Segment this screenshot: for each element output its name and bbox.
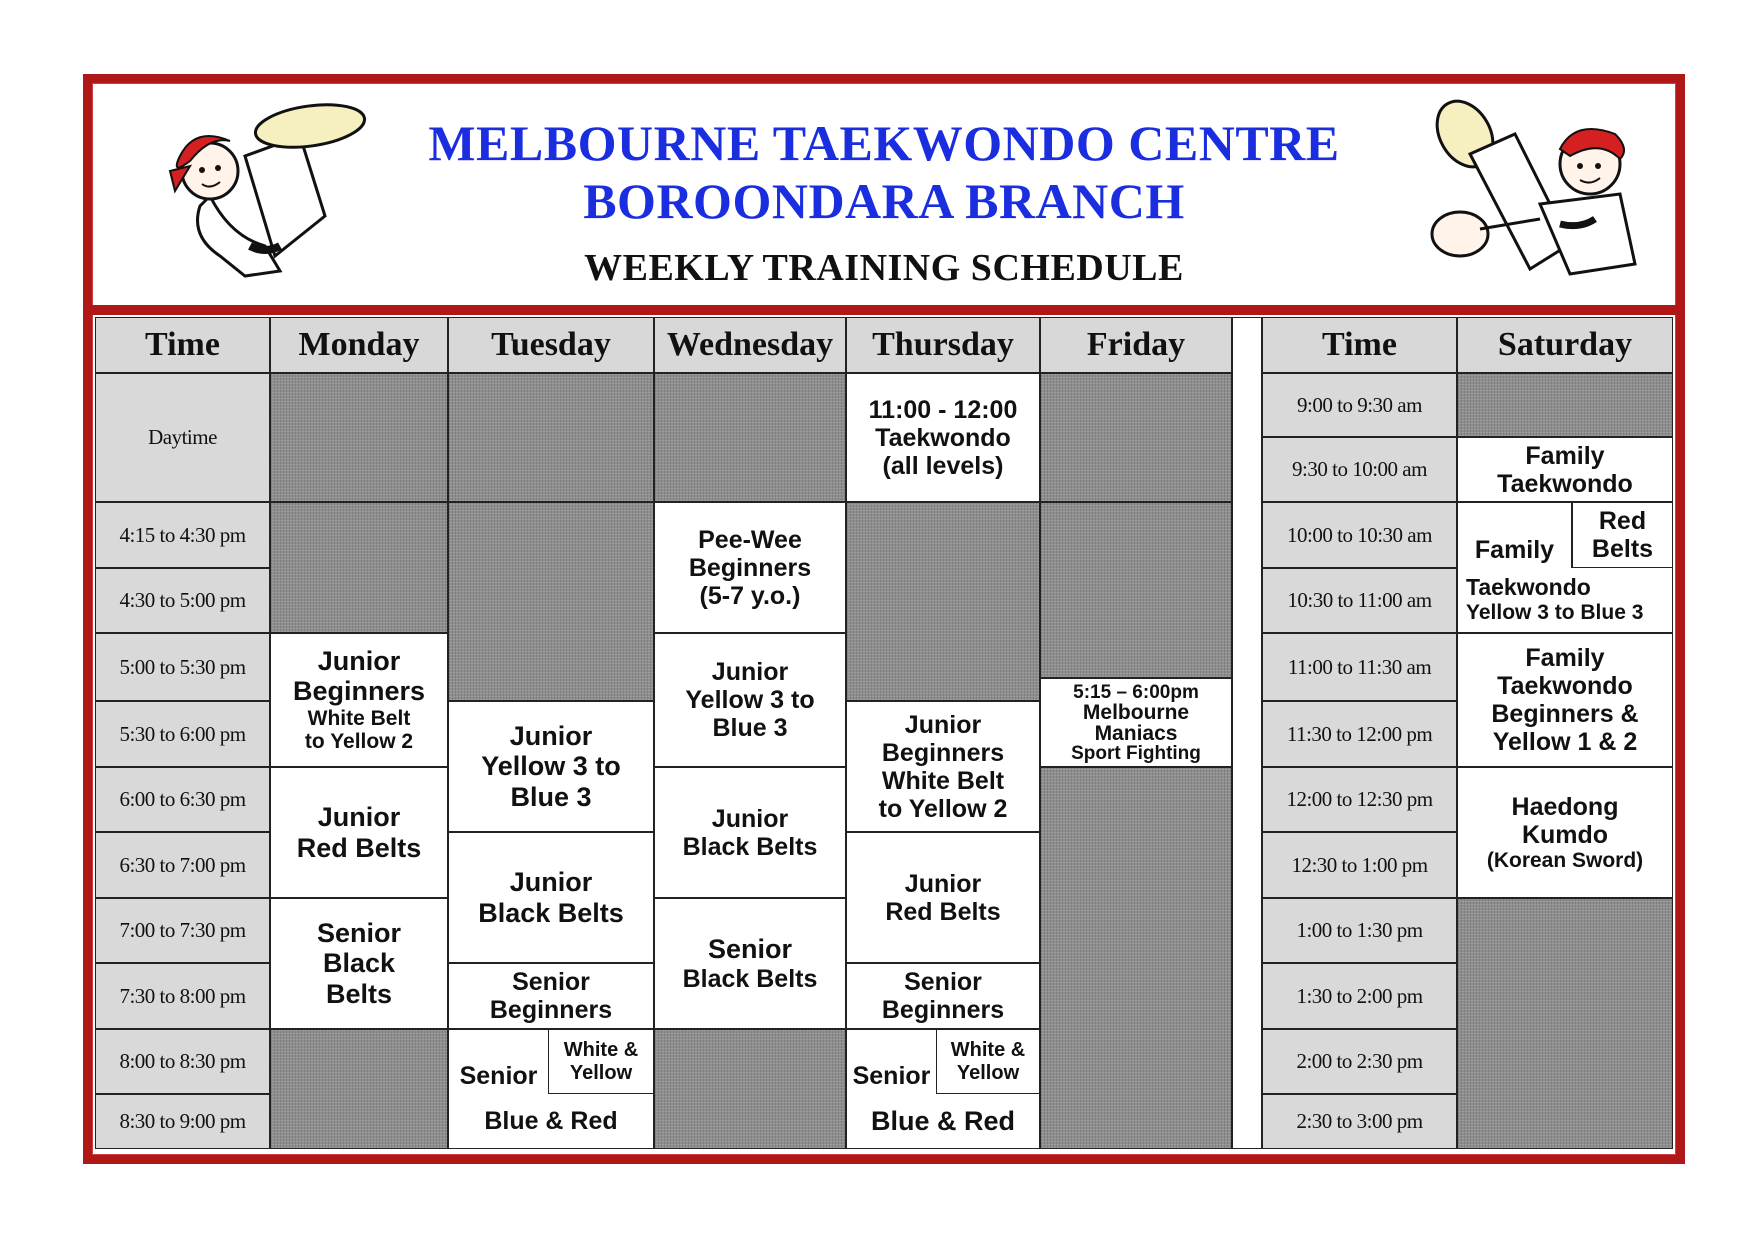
- class-block: Haedong Kumdo (Korean Sword): [1457, 767, 1673, 898]
- time-slot: 1:00 to 1:30 pm: [1262, 898, 1457, 963]
- empty-slot: [270, 1029, 448, 1149]
- time-slot: 9:30 to 10:00 am: [1262, 437, 1457, 502]
- class-block: Junior Red Belts: [270, 767, 448, 898]
- class-block: Senior Black Belts: [654, 898, 846, 1029]
- time-slot: 8:00 to 8:30 pm: [95, 1029, 270, 1094]
- time-slot: 8:30 to 9:00 pm: [95, 1094, 270, 1149]
- time-slot: 4:30 to 5:00 pm: [95, 568, 270, 633]
- col-header-monday: Monday: [270, 317, 448, 373]
- header-divider: [92, 305, 1676, 315]
- time-slot: 6:30 to 7:00 pm: [95, 832, 270, 898]
- class-block: Senior: [846, 1029, 936, 1094]
- kicking-mascot-left-icon: [150, 96, 380, 286]
- class-block: 11:00 - 12:00 Taekwondo (all levels): [846, 373, 1040, 502]
- time-slot: 2:00 to 2:30 pm: [1262, 1029, 1457, 1094]
- class-block: White & Yellow: [936, 1029, 1040, 1094]
- time-slot: 1:30 to 2:00 pm: [1262, 963, 1457, 1029]
- class-block: Junior Beginners White Belt to Yellow 2: [270, 633, 448, 767]
- empty-slot: [1457, 373, 1673, 437]
- empty-slot: [654, 373, 846, 502]
- kicking-mascot-right-icon: [1420, 94, 1650, 289]
- col-header-time-saturday: Time: [1262, 317, 1457, 373]
- empty-slot: [654, 1029, 846, 1149]
- time-slot: 10:30 to 11:00 am: [1262, 568, 1457, 633]
- class-block: Senior Black Belts: [270, 898, 448, 1029]
- time-slot: Daytime: [95, 373, 270, 502]
- empty-slot: [270, 373, 448, 502]
- col-header-time: Time: [95, 317, 270, 373]
- class-block: 5:15 – 6:00pm Melbourne Maniacs Sport Fighting: [1040, 678, 1232, 767]
- class-block: Junior Black Belts: [448, 832, 654, 963]
- empty-slot: [1457, 898, 1673, 1149]
- empty-slot: [1040, 502, 1232, 678]
- class-block: Blue & Red: [448, 1094, 654, 1149]
- class-block: Junior Yellow 3 to Blue 3: [654, 633, 846, 767]
- time-slot: 5:00 to 5:30 pm: [95, 633, 270, 701]
- col-header-wednesday: Wednesday: [654, 317, 846, 373]
- time-slot: 7:30 to 8:00 pm: [95, 963, 270, 1029]
- empty-slot: [1040, 373, 1232, 502]
- class-block: Blue & Red: [846, 1094, 1040, 1149]
- time-slot: 11:00 to 11:30 am: [1262, 633, 1457, 701]
- empty-slot: [270, 502, 448, 633]
- class-block: Red Belts: [1572, 502, 1673, 568]
- class-block: Pee-Wee Beginners (5-7 y.o.): [654, 502, 846, 633]
- time-slot: 4:15 to 4:30 pm: [95, 502, 270, 568]
- class-block: Senior: [448, 1029, 548, 1094]
- time-slot: 12:30 to 1:00 pm: [1262, 832, 1457, 898]
- class-block: Junior Black Belts: [654, 767, 846, 898]
- class-block: Junior Yellow 3 to Blue 3: [448, 701, 654, 832]
- time-slot: 6:00 to 6:30 pm: [95, 767, 270, 832]
- col-header-friday: Friday: [1040, 317, 1232, 373]
- empty-slot: [448, 373, 654, 502]
- class-block: Family Taekwondo Beginners & Yellow 1 & 2: [1457, 633, 1673, 767]
- class-block: Senior Beginners: [448, 963, 654, 1029]
- header-banner: [95, 86, 1673, 305]
- col-header-tuesday: Tuesday: [448, 317, 654, 373]
- col-header-saturday: Saturday: [1457, 317, 1673, 373]
- empty-slot: [1040, 767, 1232, 1149]
- time-slot: 11:30 to 12:00 pm: [1262, 701, 1457, 767]
- class-block: Senior Beginners: [846, 963, 1040, 1029]
- time-slot: 2:30 to 3:00 pm: [1262, 1094, 1457, 1149]
- time-slot: 9:00 to 9:30 am: [1262, 373, 1457, 437]
- class-block: Junior Beginners White Belt to Yellow 2: [846, 701, 1040, 832]
- column-gap: [1232, 317, 1262, 1149]
- title-line2: BOROONDARA BRANCH: [583, 173, 1185, 229]
- title-line1: MELBOURNE TAEKWONDO CENTRE: [428, 115, 1340, 171]
- time-slot: 12:00 to 12:30 pm: [1262, 767, 1457, 832]
- empty-slot: [448, 502, 654, 701]
- class-block: Family Taekwondo: [1457, 437, 1673, 502]
- col-header-thursday: Thursday: [846, 317, 1040, 373]
- time-slot: 5:30 to 6:00 pm: [95, 701, 270, 767]
- class-block: Family: [1457, 502, 1572, 568]
- time-slot: 7:00 to 7:30 pm: [95, 898, 270, 963]
- class-block: Junior Red Belts: [846, 832, 1040, 963]
- class-block: White & Yellow: [548, 1029, 654, 1094]
- schedule-subtitle: WEEKLY TRAINING SCHEDULE: [584, 247, 1184, 289]
- class-block: Taekwondo Yellow 3 to Blue 3: [1457, 568, 1673, 633]
- time-slot: 10:00 to 10:30 am: [1262, 502, 1457, 568]
- empty-slot: [846, 502, 1040, 701]
